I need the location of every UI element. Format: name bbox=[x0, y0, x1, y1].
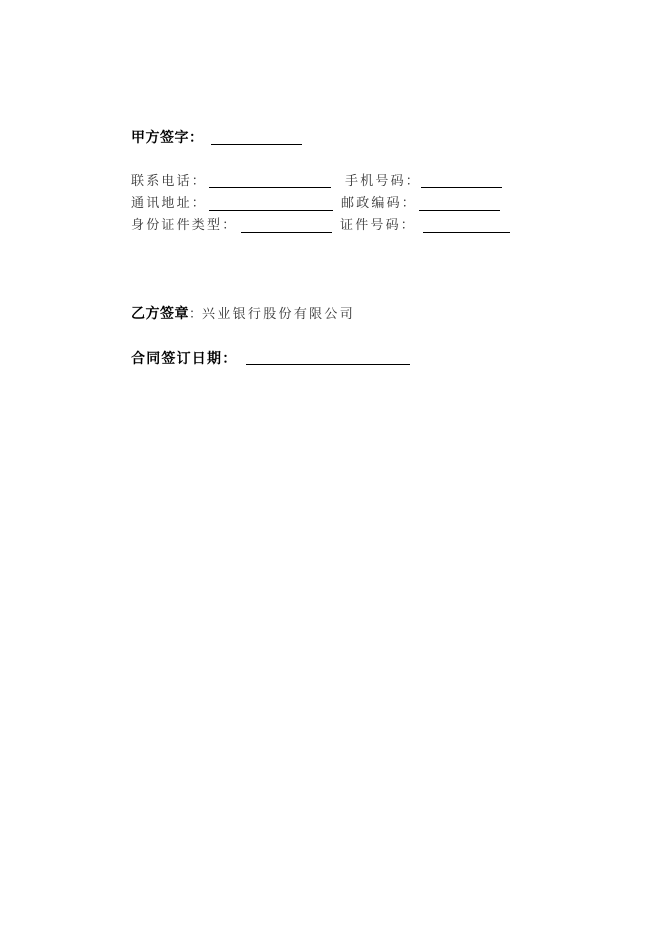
party-a-signature-colon: ： bbox=[189, 130, 204, 146]
party-b-seal-colon: ： bbox=[189, 307, 203, 322]
id-number-label: 证件号码： bbox=[340, 218, 417, 233]
party-b-seal-row bbox=[131, 305, 355, 321]
party-b-seal-value: 兴业银行股份有限公司 bbox=[202, 307, 356, 322]
id-type-label: 身份证件类型： bbox=[131, 218, 238, 233]
mobile-label: 手机号码： bbox=[345, 174, 422, 189]
party-a-signature-blank[interactable] bbox=[211, 144, 302, 145]
party-a-signature-label: 甲方签字 bbox=[131, 130, 189, 146]
phone-blank[interactable] bbox=[209, 187, 331, 188]
phone-label: 联系电话： bbox=[131, 174, 208, 189]
postcode-label: 邮政编码： bbox=[341, 196, 418, 211]
postcode-blank[interactable] bbox=[419, 210, 500, 211]
contract-date-row bbox=[131, 350, 237, 366]
id-type-blank[interactable] bbox=[241, 232, 332, 233]
mobile-blank[interactable] bbox=[421, 187, 502, 188]
id-number-blank[interactable] bbox=[423, 232, 510, 233]
contract-date-label: 合同签订日期： bbox=[131, 351, 238, 367]
party-a-signature-row bbox=[131, 129, 204, 145]
contract-date-blank[interactable] bbox=[246, 364, 410, 365]
party-b-seal-label: 乙方签章 bbox=[131, 306, 189, 322]
address-blank[interactable] bbox=[209, 210, 333, 211]
address-label: 通讯地址： bbox=[131, 196, 208, 211]
